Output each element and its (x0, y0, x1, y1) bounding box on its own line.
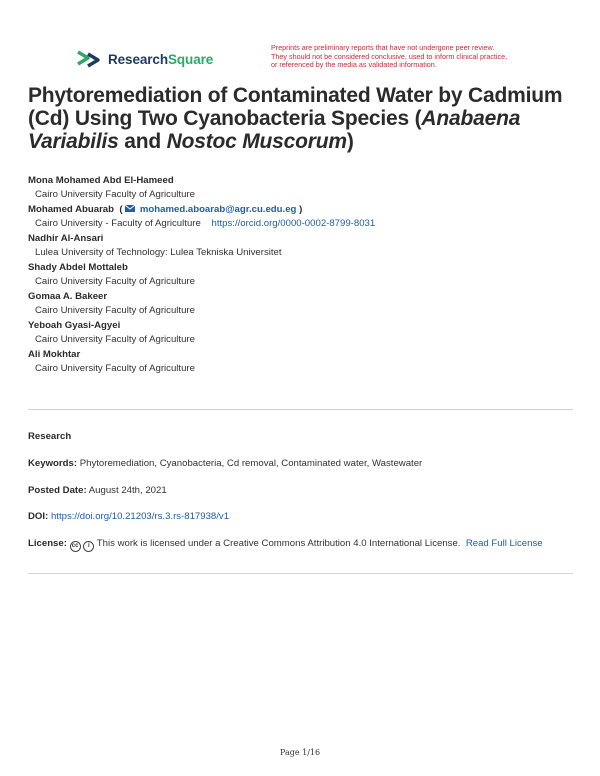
license-text: This work is licensed under a Creative Commons Attribution 4.0 International License. (96, 538, 461, 549)
author-name-line (28, 203, 573, 217)
doi (28, 510, 573, 523)
license-label: License: (28, 538, 67, 549)
author-affiliation: Cairo University Faculty of Agriculture (35, 188, 195, 200)
read-full-license-link[interactable]: Read Full License (465, 538, 543, 549)
author-name: Mohamed Abuarab (28, 204, 114, 215)
author-email-link[interactable]: mohamed.aboarab@agr.cu.edu.eg (139, 204, 297, 215)
author-affiliation: Cairo University Faculty of Agriculture (35, 275, 195, 287)
author-entry (28, 174, 573, 201)
section-divider (28, 409, 573, 410)
author-affiliation-line (28, 217, 573, 231)
author-entry (28, 203, 573, 230)
header (0, 0, 600, 80)
paper-title: Phytoremediation of Contaminated Water by Cadmium (Cd) Using Two Cyanobacteria Species (Anabaena Variabilis and Nostoc Muscorum) (28, 84, 563, 153)
author-entry (28, 261, 573, 288)
article-type (28, 430, 573, 443)
author-name: Yeboah Gyasi-Agyei (28, 320, 121, 331)
author-name: Ali Mokhtar (28, 349, 81, 360)
keywords-value: Phytoremediation, Cyanobacteria, Cd removal, Contaminated water, Wastewater (79, 458, 423, 469)
mail-icon (125, 205, 135, 212)
doi-label: DOI: (28, 511, 49, 522)
preprint-disclaimer (271, 44, 551, 70)
author-entry (28, 319, 573, 346)
article-type-label: Research (28, 431, 72, 442)
posted-date (28, 484, 573, 497)
author-name: Gomaa A. Bakeer (28, 291, 108, 302)
author-entry (28, 232, 573, 259)
author-list (28, 174, 573, 377)
email-close-paren: ) (299, 204, 303, 215)
disclaimer-line: They should not be considered conclusive, used to inform clinical practice, (271, 51, 508, 61)
attribution-icon: i (83, 541, 94, 552)
disclaimer-line: Preprints are preliminary reports that have not undergone peer review. (271, 43, 495, 52)
orcid-link[interactable]: https://orcid.org/0000-0002-8799-8031 (211, 217, 376, 229)
author-entry (28, 348, 573, 375)
section-divider (28, 573, 573, 574)
author-name: Shady Abdel Mottaleb (28, 262, 128, 273)
author-affiliation: Cairo University Faculty of Agriculture (35, 333, 195, 345)
author-entry (28, 290, 573, 317)
doi-link[interactable]: https://doi.org/10.21203/rs.3.rs-817938/v1 (50, 511, 230, 522)
license (28, 537, 573, 552)
author-affiliation: Lulea University of Technology: Lulea Tekniska Universitet (35, 246, 282, 258)
disclaimer-line: or referenced by the media as validated information. (271, 60, 437, 69)
research-square-logo-icon (76, 48, 102, 70)
cc-icon: cc (70, 541, 81, 552)
author-affiliation: Cairo University - Faculty of Agriculture (35, 217, 201, 229)
research-square-logo[interactable] (76, 48, 213, 70)
posted-date-label: Posted Date: (28, 485, 87, 496)
author-affiliation: Cairo University Faculty of Agriculture (35, 362, 195, 374)
author-name: Mona Mohamed Abd El-Hameed (28, 175, 174, 186)
email-open-paren: ( (116, 204, 123, 215)
author-affiliation: Cairo University Faculty of Agriculture (35, 304, 195, 316)
author-name: Nadhir Al-Ansari (28, 233, 104, 244)
posted-date-value: August 24th, 2021 (88, 485, 167, 496)
keywords (28, 457, 573, 470)
brand-name: ResearchSquare (108, 51, 214, 67)
keywords-label: Keywords: (28, 458, 78, 469)
page-number: Page 1/16 (279, 748, 321, 757)
